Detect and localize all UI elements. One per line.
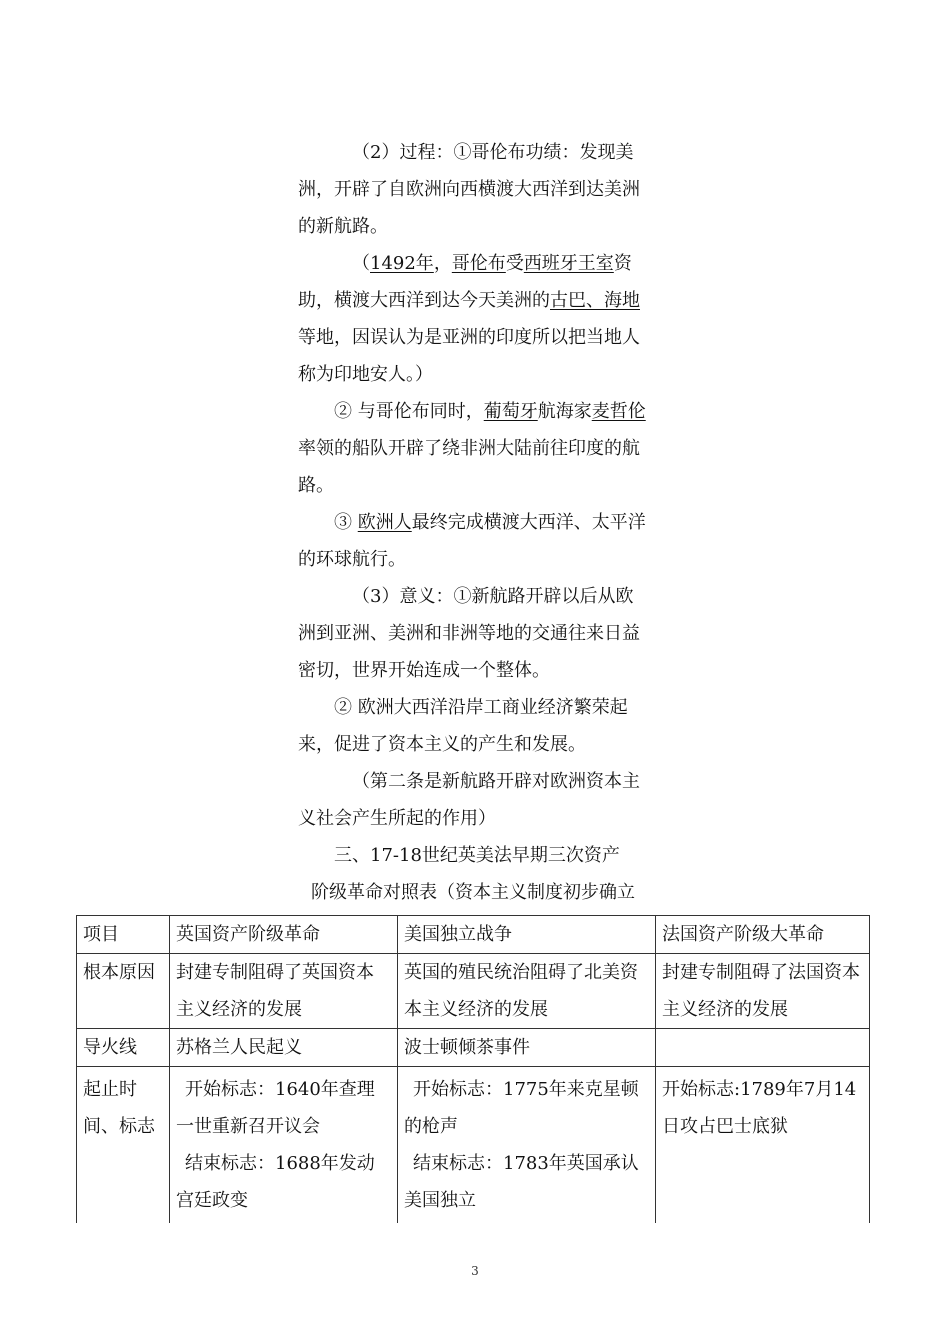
table-row-time bbox=[77, 1067, 870, 1224]
significance-paragraph-2: ② 欧洲大西洋沿岸工商业经济繁荣起来，促进了资本主义的产生和发展。 bbox=[298, 697, 628, 755]
table-row-trigger bbox=[77, 1029, 870, 1067]
significance-paragraph-1: （3）意义：①新航路开辟以后从欧洲到亚洲、美洲和非洲等地的交通往来日益密切，世界开始连成一个整体。 bbox=[298, 586, 640, 681]
cause-us: 英国的殖民统治阻碍了北美资本主义经济的发展 bbox=[398, 954, 656, 1029]
table-row-cause bbox=[77, 954, 870, 1029]
spanish-crown: 西班牙王室 bbox=[523, 253, 614, 274]
europeans: 欧洲人 bbox=[357, 512, 412, 533]
page-number: 3 bbox=[471, 1264, 479, 1278]
table-header-row bbox=[77, 916, 870, 954]
section-three-title-line2: 阶级革命对照表（资本主义制度初步确立 bbox=[311, 882, 635, 903]
trigger-fr bbox=[656, 1029, 870, 1067]
trigger-us: 波士顿倾茶事件 bbox=[398, 1029, 656, 1067]
label-trigger: 导火线 bbox=[77, 1029, 170, 1067]
trigger-uk: 苏格兰人民起义 bbox=[170, 1029, 398, 1067]
us-end: 结束标志：1783年英国承认美国独立 bbox=[404, 1153, 639, 1211]
time-us bbox=[398, 1067, 656, 1224]
header-fr: 法国资产阶级大革命 bbox=[656, 916, 870, 954]
time-uk bbox=[170, 1067, 398, 1224]
label-cause: 根本原因 bbox=[77, 954, 170, 1029]
label-time: 起止时间、标志 bbox=[77, 1067, 170, 1224]
cause-fr: 封建专制阻碍了法国资本主义经济的发展 bbox=[656, 954, 870, 1029]
cuba-haiti: 古巴、海地 bbox=[550, 290, 640, 311]
portugal: 葡萄牙 bbox=[483, 401, 538, 422]
header-uk: 英国资产阶级革命 bbox=[170, 916, 398, 954]
revolution-comparison-table bbox=[76, 915, 870, 1223]
magellan-paragraph: ② 与哥伦布同时，葡萄牙航海家麦哲伦率领的船队开辟了绕非洲大陆前往印度的航路。 bbox=[298, 401, 646, 496]
section-three-title-line1: 三、17-18世纪英美法早期三次资产 bbox=[334, 845, 620, 866]
process-heading: （2）过程： bbox=[352, 142, 454, 163]
columbus-name: 哥伦布 bbox=[451, 253, 506, 274]
cause-uk: 封建专制阻碍了英国资本主义经济的发展 bbox=[170, 954, 398, 1029]
header-item: 项目 bbox=[77, 916, 170, 954]
uk-start: 开始标志：1640年查理一世重新召开议会 bbox=[176, 1079, 375, 1137]
columbus-achievement: ①哥伦布功绩：发现美洲，开辟了自欧洲向西横渡大西洋到达美洲的新航路。 bbox=[298, 142, 640, 237]
us-start: 开始标志：1775年来克星顿的枪声 bbox=[404, 1079, 639, 1137]
columbus-note: （1492年，哥伦布受西班牙王室资助，横渡大西洋到达今天美洲的古巴、海地等地，因误认为是亚洲的印度所以把当地人称为印地安人。） bbox=[298, 253, 640, 385]
header-us: 美国独立战争 bbox=[398, 916, 656, 954]
fr-start: 开始标志:1789年7月14日攻占巴士底狱 bbox=[662, 1079, 857, 1137]
uk-end: 结束标志：1688年发动宫廷政变 bbox=[176, 1153, 375, 1211]
magellan-name: 麦哲伦 bbox=[591, 401, 646, 422]
circumnavigation-paragraph: ③ 欧洲人最终完成横渡大西洋、太平洋的环球航行。 bbox=[298, 512, 646, 570]
main-text-column bbox=[298, 134, 648, 911]
year-1492: 1492年 bbox=[370, 253, 434, 274]
time-fr bbox=[656, 1067, 870, 1224]
process-paragraph bbox=[298, 134, 648, 245]
significance-note: （第二条是新航路开辟对欧洲资本主义社会产生所起的作用） bbox=[298, 771, 640, 829]
